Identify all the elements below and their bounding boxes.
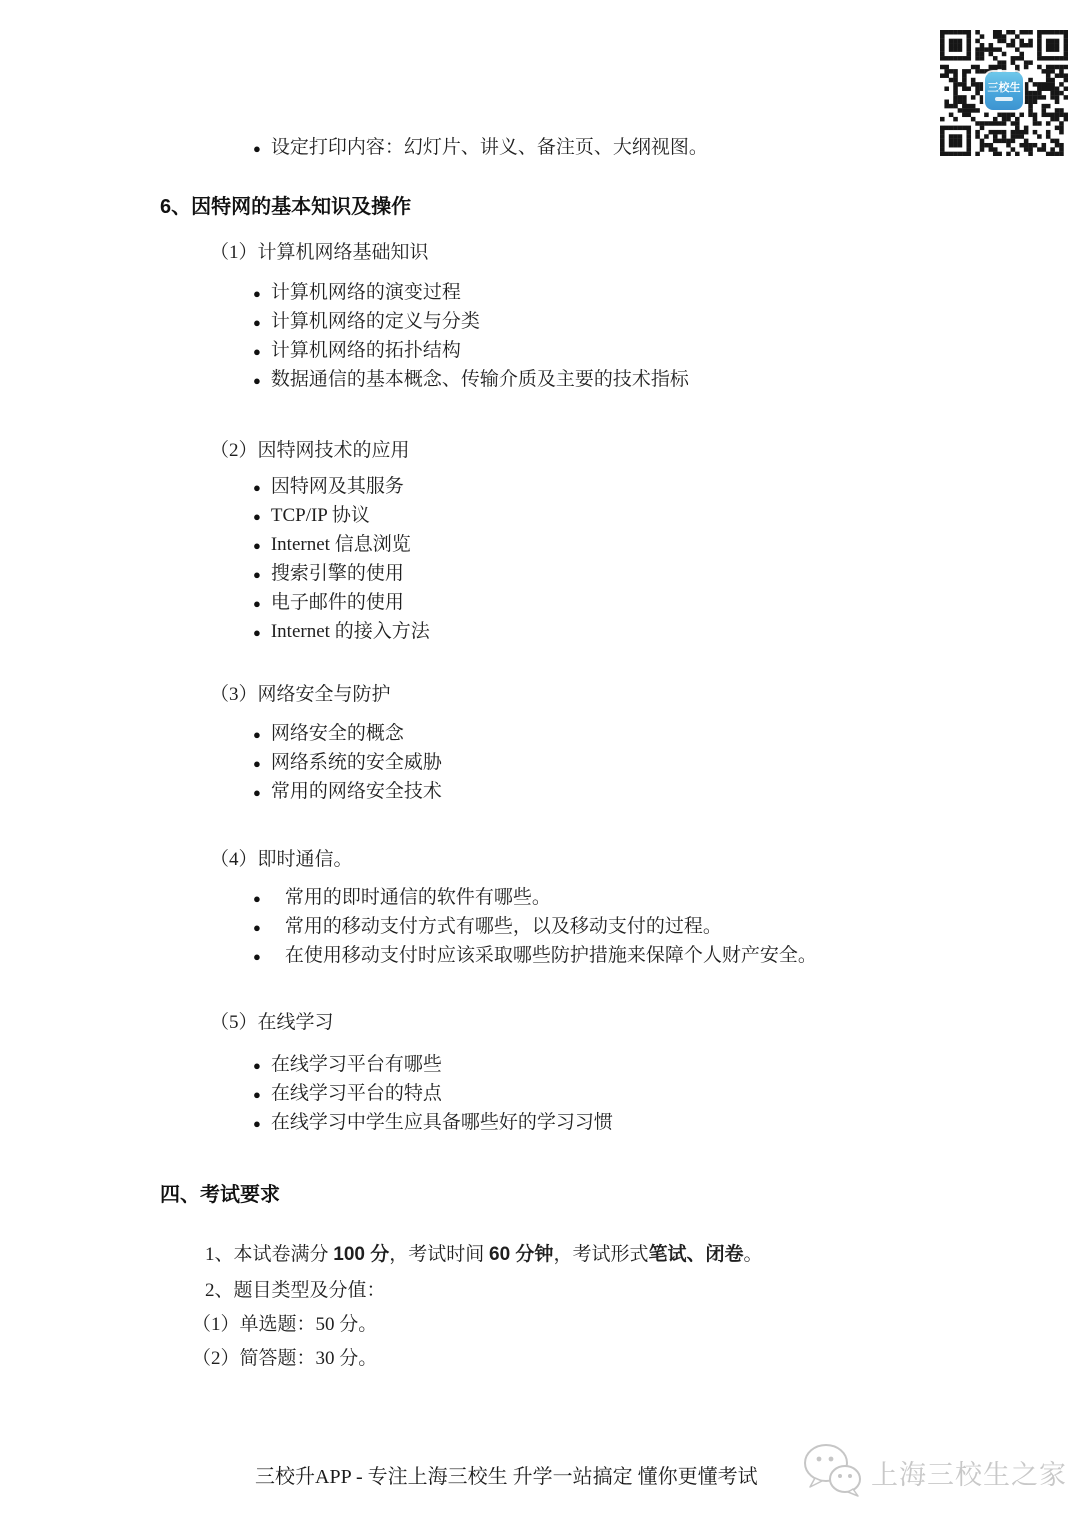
subsection-2-list xyxy=(253,472,430,646)
list-item xyxy=(253,777,442,806)
list-item-text: 网络安全的概念 xyxy=(270,723,404,744)
subsection-4-list xyxy=(253,883,817,970)
exam-line-segment: ，考试时间 xyxy=(389,1244,490,1265)
footer-watermark xyxy=(801,1441,1067,1499)
list-item-text: 在线学习平台的特点 xyxy=(270,1083,442,1104)
bullet-icon: ● xyxy=(253,509,261,524)
list-item xyxy=(253,748,442,777)
list-item xyxy=(253,912,817,941)
list-item-text: 电子邮件的使用 xyxy=(270,592,404,613)
bullet-icon: ● xyxy=(253,727,261,742)
list-item xyxy=(253,941,817,970)
list-item xyxy=(253,472,430,501)
list-item xyxy=(253,307,689,336)
bullet-icon: ● xyxy=(253,891,261,906)
list-item xyxy=(253,530,430,559)
bullet-icon: ● xyxy=(253,785,261,800)
exam-requirements-heading: 四、考试要求 xyxy=(160,1184,280,1206)
qr-logo-text: 三校生 xyxy=(987,81,1021,94)
bullet-icon: ● xyxy=(253,286,261,301)
bullet-icon: ● xyxy=(253,1087,261,1102)
list-item-text: 因特网及其服务 xyxy=(270,476,404,497)
list-item xyxy=(253,278,689,307)
bullet-icon: ● xyxy=(253,538,261,553)
list-item xyxy=(253,1050,613,1079)
bullet-icon: ● xyxy=(253,315,261,330)
list-item-text: 搜索引擎的使用 xyxy=(270,563,404,584)
list-item-text: 常用的网络安全技术 xyxy=(270,781,442,802)
bullet-icon: ● xyxy=(253,625,261,640)
bullet-icon: ● xyxy=(253,596,261,611)
exam-line-segment: 。 xyxy=(743,1244,763,1265)
exam-sub-item-1: （1）单选题：50 分。 xyxy=(192,1314,378,1335)
print-content-text: 设定打印内容：幻灯片、讲义、备注页、大纲视图。 xyxy=(270,137,708,158)
list-item-text: 在线学习平台有哪些 xyxy=(270,1054,442,1075)
qr-logo xyxy=(985,72,1023,110)
subsection-5-list xyxy=(253,1050,613,1137)
section-6-heading: 6、因特网的基本知识及操作 xyxy=(160,196,412,218)
subsection-3-list xyxy=(253,719,442,806)
exam-line-bold: 100 分 xyxy=(333,1244,390,1265)
footer-app-text: 三校升APP - 专注上海三校生 升学一站搞定 懂你更懂考试 xyxy=(255,1466,758,1488)
qr-logo-pill xyxy=(995,97,1013,101)
list-item xyxy=(253,501,430,530)
list-item-text: 计算机网络的定义与分类 xyxy=(270,311,480,332)
exam-line-bold: 60 分钟 xyxy=(489,1244,554,1265)
bullet-icon: ● xyxy=(253,1116,261,1131)
exam-line-segment: 1、本试卷满分 xyxy=(205,1244,334,1265)
subsection-1-list xyxy=(253,278,689,394)
bullet-icon: ● xyxy=(253,756,261,771)
exam-line-bold: 笔试、闭卷 xyxy=(648,1244,744,1265)
print-content-bullet-row xyxy=(253,133,708,163)
list-item-text: Internet 信息浏览 xyxy=(270,534,411,555)
bullet-icon: ● xyxy=(253,949,261,964)
subsection-3-heading: （3）网络安全与防护 xyxy=(210,684,391,705)
subsection-5-heading: （5）在线学习 xyxy=(210,1012,334,1033)
bullet-icon: ● xyxy=(253,1058,261,1073)
subsection-2-heading: （2）因特网技术的应用 xyxy=(210,440,410,461)
list-item xyxy=(253,588,430,617)
list-item-text: Internet 的接入方法 xyxy=(270,621,430,642)
list-item-text: 数据通信的基本概念、传输介质及主要的技术指标 xyxy=(270,369,689,390)
bullet-icon: ● xyxy=(253,141,261,156)
list-item xyxy=(253,365,689,394)
qr-code xyxy=(940,30,1068,156)
bullet-icon: ● xyxy=(253,373,261,388)
exam-line-score xyxy=(205,1239,762,1266)
list-item-text: TCP/IP 协议 xyxy=(270,505,370,526)
list-item xyxy=(253,719,442,748)
list-item xyxy=(253,617,430,646)
list-item xyxy=(253,883,817,912)
bullet-icon: ● xyxy=(253,480,261,495)
exam-line-segment: ，考试形式 xyxy=(553,1244,649,1265)
wechat-icon xyxy=(801,1441,863,1499)
list-item-text: 在线学习中学生应具备哪些好的学习习惯 xyxy=(270,1112,613,1133)
subsection-1-heading: （1）计算机网络基础知识 xyxy=(210,242,429,263)
bullet-icon: ● xyxy=(253,344,261,359)
list-item-text: 在使用移动支付时应该采取哪些防护措施来保障个人财产安全。 xyxy=(284,945,817,966)
subsection-4-heading: （4）即时通信。 xyxy=(210,849,353,870)
list-item-text: 计算机网络的演变过程 xyxy=(270,282,461,303)
list-item xyxy=(253,336,689,365)
list-item xyxy=(253,1079,613,1108)
list-item-text: 网络系统的安全威胁 xyxy=(270,752,442,773)
list-item-text: 计算机网络的拓扑结构 xyxy=(270,340,461,361)
bullet-icon: ● xyxy=(253,920,261,935)
list-item xyxy=(253,1108,613,1137)
exam-sub-item-2: （2）简答题：30 分。 xyxy=(192,1348,378,1369)
watermark-text: 上海三校生之家 xyxy=(871,1459,1067,1490)
list-item-text: 常用的移动支付方式有哪些，以及移动支付的过程。 xyxy=(284,916,722,937)
list-item-text: 常用的即时通信的软件有哪些。 xyxy=(284,887,551,908)
bullet-icon: ● xyxy=(253,567,261,582)
list-item xyxy=(253,559,430,588)
exam-line-types: 2、题目类型及分值： xyxy=(205,1280,386,1301)
